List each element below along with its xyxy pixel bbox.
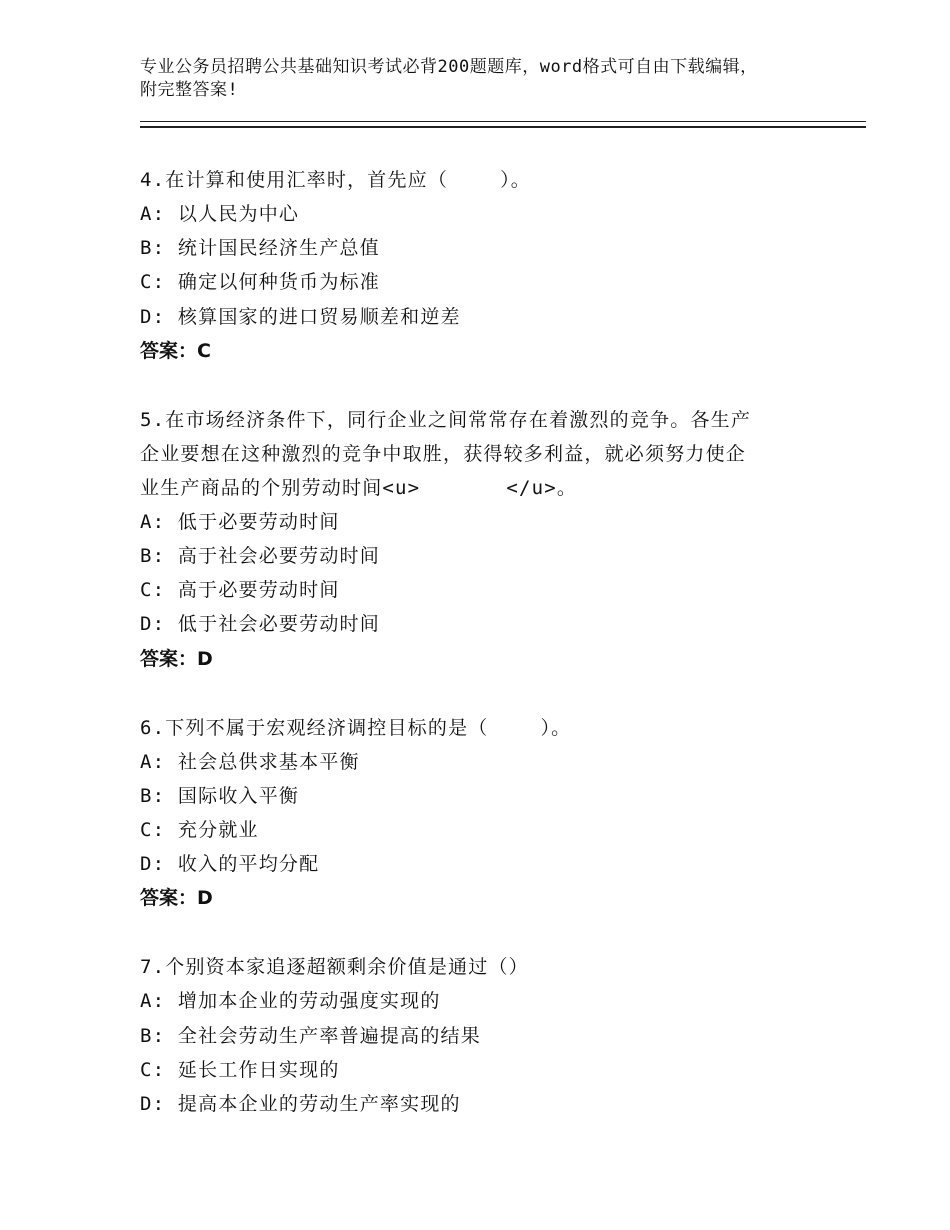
answer-label: 答案：D bbox=[140, 647, 213, 670]
option-c: C: 确定以何种货币为标准 bbox=[140, 271, 380, 294]
question-stem: 7.个别资本家追逐超额剩余价值是通过（） bbox=[140, 956, 529, 979]
answer-label: 答案：D bbox=[140, 887, 213, 910]
option-c: C: 高于必要劳动时间 bbox=[140, 579, 340, 602]
answer-label: 答案：C bbox=[140, 339, 211, 362]
option-b: B: 国际收入平衡 bbox=[140, 784, 300, 807]
question-7 bbox=[140, 950, 830, 1121]
question-6 bbox=[140, 711, 830, 916]
question-4 bbox=[140, 163, 830, 368]
question-5 bbox=[140, 403, 830, 676]
option-a: A: 社会总供求基本平衡 bbox=[140, 750, 360, 773]
question-stem-line-1: 5.在市场经济条件下，同行企业之间常常存在着激烈的竞争。各生产 bbox=[140, 408, 752, 431]
header-divider bbox=[140, 121, 866, 128]
question-stem: 6.下列不属于宏观经济调控目标的是（ ）。 bbox=[140, 716, 572, 739]
question-stem: 4.在计算和使用汇率时，首先应（ ）。 bbox=[140, 169, 531, 191]
option-a: A: 低于必要劳动时间 bbox=[140, 510, 340, 533]
header-line-2: 附完整答案! bbox=[140, 80, 239, 100]
option-d: D: 收入的平均分配 bbox=[140, 853, 320, 876]
option-b: B: 统计国民经济生产总值 bbox=[140, 237, 380, 260]
header-line-1: 专业公务员招聘公共基础知识考试必背200题题库，word格式可自由下载编辑， bbox=[140, 57, 758, 77]
question-stem-line-2: 企业要想在这种激烈的竞争中取胜，获得较多利益，就必须努力使企 bbox=[140, 442, 747, 465]
option-d: D: 低于社会必要劳动时间 bbox=[140, 613, 380, 636]
option-b: B: 全社会劳动生产率普遍提高的结果 bbox=[140, 1024, 481, 1047]
option-a: A: 增加本企业的劳动强度实现的 bbox=[140, 990, 441, 1013]
option-c: C: 充分就业 bbox=[140, 819, 259, 842]
option-d: D: 核算国家的进口贸易顺差和逆差 bbox=[140, 305, 461, 328]
option-b: B: 高于社会必要劳动时间 bbox=[140, 545, 380, 568]
option-a: A: 以人民为中心 bbox=[140, 203, 300, 225]
option-d: D: 提高本企业的劳动生产率实现的 bbox=[140, 1093, 461, 1116]
page-header bbox=[140, 56, 820, 102]
option-c: C: 延长工作日实现的 bbox=[140, 1058, 340, 1081]
question-stem-line-3: 业生产商品的个别劳动时间<u> </u>。 bbox=[140, 476, 578, 499]
question-list bbox=[140, 163, 830, 1156]
